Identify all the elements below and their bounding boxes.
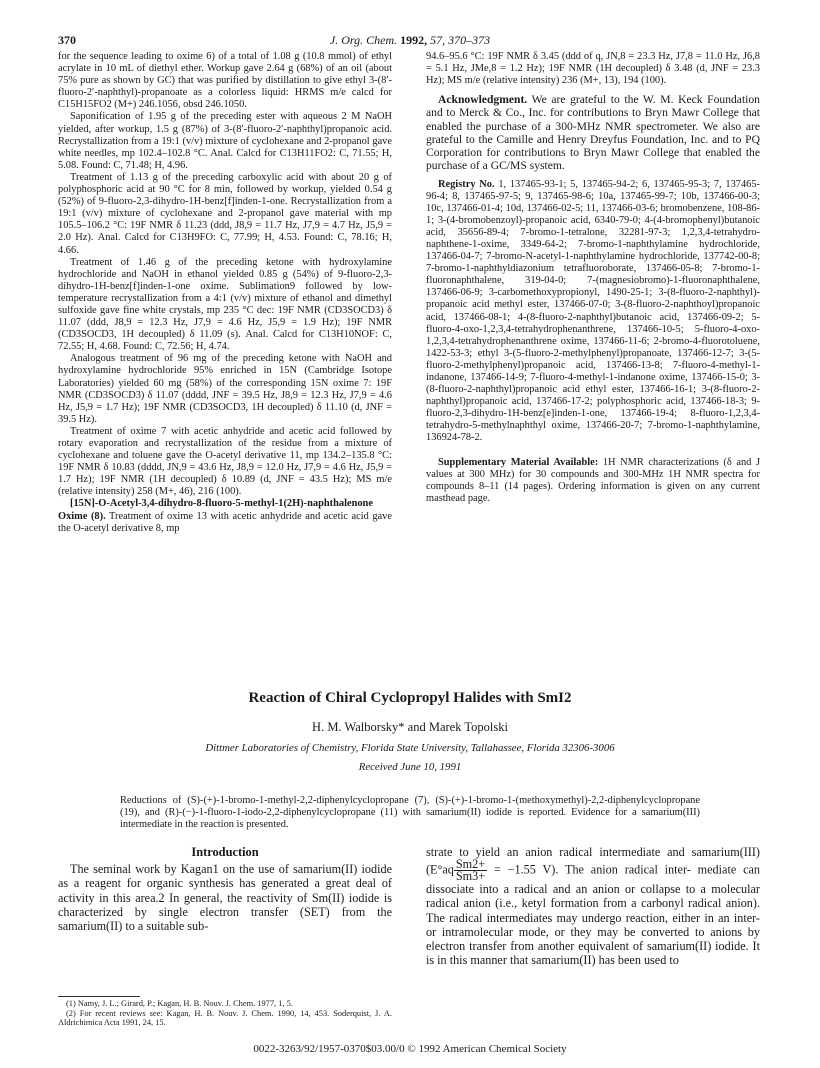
right-column bbox=[426, 51, 760, 651]
footnote: (1) Namy, J. L.; Girard, P.; Kagan, H. B. Nouv. J. Chem. 1977, 1, 5. bbox=[66, 999, 293, 1008]
abstract: Reductions of (S)-(+)-1-bromo-1-methyl-2,2-diphenylcyclopropane (7), (S)-(+)-1-bromo-1-(methoxymethyl)-2,2-diphenylcyclopropane (19), and (R)-(−)-1-fluoro-1-iodo-2,2-diphenylcyclopropane (11) with samarium(II) iodide is reported. Evidence for a samarium(III) intermediate in the reaction is presented. bbox=[120, 795, 700, 831]
acknowledgment-paragraph bbox=[426, 93, 760, 172]
registry-heading: Registry No. bbox=[438, 178, 495, 190]
introduction-right bbox=[426, 845, 760, 967]
paragraph bbox=[58, 498, 392, 534]
paragraph: Treatment of 1.46 g of the preceding ketone with hydroxylamine hydrochloride and NaOH in ethanol yielded 0.85 g (54%) of 9-fluoro-2,3-dihydro-1H-benz[f]inden-1-one oxime. Sublimation9 followed by low-temperature recrystallization from a 4:1 (v/v) mixture of ethanol and dimethyl sulfoxide gave fine white crystals, mp 235 °C dec: 19F NMR (CD3SOCD3) δ 11.07 (ddd, J8,9 = 12.3 Hz, J7,9 = 4.6 Hz, J5,9 = 1.9 Hz); 19F NMR (CD3SOCD3, 1H decoupled) δ 11.09 (s). Anal. Calcd for C13H10NOF: C, 72.55; H, 4.68. Found: C, 72.56; H, 4.74. bbox=[58, 256, 392, 353]
journal-name: J. Org. Chem. bbox=[329, 33, 398, 47]
left-column bbox=[58, 51, 392, 651]
journal-citation bbox=[58, 33, 762, 48]
article-title: Reaction of Chiral Cyclopropyl Halides with SmI2 bbox=[248, 690, 572, 706]
redox-fraction bbox=[454, 859, 487, 882]
page-number: 370 bbox=[58, 33, 76, 47]
paragraph: Treatment of oxime 7 with acetic anhydride and acetic acid followed by rotary evaporation and recrystallization of the residue from a mixture of cyclohexane and toluene gave the O-acetyl derivative 11, mp 134.2–135.8 °C: 19F NMR δ 10.83 (dddd, JN,9 = 43.6 Hz, J8,9 = 12.0 Hz, J7,9 = 4.6 Hz, J5,9 = 1.7 Hz); 19F NMR (1H decoupled) δ 10.89 (d, JNF = 43.5 Hz); MS m/e (relative intensity) 258 (M+, 46), 216 (100). bbox=[58, 425, 392, 498]
intro-text-part: mediate can dissociate into a radical and an anion or collapse to a molecular radical anion (i.e., ketyl formation from a carbonyl radical anion). The radical intermediates may undergo reaction, either in an inter- or intramolecular mode, or they may be converted to anions by electron transfer from another equivalent of samarium(II) iodide. It is in this manner that samarium(II) has been used to bbox=[426, 862, 760, 968]
supplementary-heading: Supplementary Material Available: bbox=[438, 456, 599, 468]
received-date: Received June 10, 1991 bbox=[358, 761, 462, 773]
article-affiliation: Dittmer Laboratories of Chemistry, Florida State University, Tallahassee, Florida 32306-3006 bbox=[205, 742, 615, 754]
footnote-rule bbox=[58, 996, 140, 997]
introduction-left bbox=[58, 845, 392, 933]
article-authors: H. M. Walborsky* and Marek Topolski bbox=[312, 720, 508, 734]
paragraph: Treatment of 1.13 g of the preceding carboxylic acid with about 20 g of polyphosphoric acid at 90 °C for 8 min, followed by workup, yielded 0.54 g (52%) of 9-fluoro-2,3-dihydro-1H-benz[f]inden-1-one. Recrystallization from a 19:1 (v/v) mixture of cyclohexane and 2-propanol gave material with mp 105.5–106.2 °C: 19F NMR δ 11.23 (ddd, J8,9 = 11.7 Hz, J7,9 = 4.7 Hz, J5,9 = 2.0 Hz). Anal. Calcd for C13H9FO: C, 77.99; H, 4.53. Found: C, 78.16; H, 4.66. bbox=[58, 171, 392, 256]
registry-paragraph bbox=[426, 179, 760, 445]
paragraph: for the sequence leading to oxime 6) of a total of 1.08 g (10.8 mmol) of ethyl acrylate in 10 mL of diethyl ether. Workup gave 2.64 g (68%) of an oil (about 75% pure as shown by GC) that was purified by distillation to give ethyl 3-(8′-fluoro-2′-naphthyl)-propanoate as a colorless liquid: HRMS m/e calcd for C15H15FO2 (M+) 246.1056, obsd 246.1050. bbox=[58, 51, 392, 111]
introduction-heading: Introduction bbox=[191, 845, 259, 859]
introduction-text: The seminal work by Kagan1 on the use of samarium(II) iodide as a reagent for organic synthesis has generated a great deal of activity in this area.2 In general, the reactivity of Sm(II) iodide is characterized by single electron transfer (SET) from the samarium(II) to a suitable sub- bbox=[58, 862, 392, 934]
acknowledgment-text: We are grateful to the W. M. Keck Foundation and to Merck & Co., Inc. for contributions to Bryn Mawr College that enabled the purchase of a 300-MHz NMR spectrometer. We also are grateful to the Camille and Henry Dreyfus Foundation, Inc. and to PQ Corporation for contributions to Bryn Mawr College that enabled the purchase of a GC/MS system. bbox=[426, 93, 760, 173]
running-header bbox=[58, 33, 762, 49]
registry-text: 1, 137465-93-1; 5, 137465-94-2; 6, 137465-95-3; 7, 137465-96-4; 8, 137465-97-5; 9, 137465-98-6; 10a, 137465-99-7; 10b, 137466-00-3; 10c, 137466-01-4; 10d, 137466-02-5; 11, 137466-03-6; bromobenzene, 108-86-1; 3-(4-bromobenzoyl)-propanoic acid, 6340-79-0; 4-(4-bromophenyl)butanoic acid, 35656-89-4; 7-bromo-1-tetralone, 32281-97-3; 1,2,3,4-tetrahydro-naphthene-1-oxime, 3349-64-2; 7-bromo-1-naphthylamine hydrochloride, 137466-04-7; 7-bromo-N-acetyl-1-naphthylamine hydrochloride, 137742-00-8; 7-bromo-1-naphthyldiazonium tetrafluoroborate, 137466-05-8; 7-bromo-1-fluoronaphthalene, 319-04-0; 7-(magnesiobromo)-1-fluoronaphthalene, 137466-06-9; 3-carbomethoxypropionyl, 1490-25-1; 3-(8-fluoro-2-naphthyl)-propanoic acid methyl ester, 137466-07-0; 3-(8-fluoro-2-naphthoyl)propanoic acid, 137466-08-1; 4-(8-fluoro-2-naphthyl)butanoic acid, 137466-09-2; 5-fluoro-4-oxo-1,2,3,4-tetrahydrophenanthrene, 137466-10-5; 5-fluoro-4-oxo-1,2,3,4-tetrahydrophenanthrene oxime, 137466-11-6; 2-bromo-4-fluorotoluene, 1422-53-3; ethyl 3-(5-fluoro-2-methylphenyl)propanoate, 137466-12-7; 3-(5-fluoro-2-methylphenyl)propanoic acid, 137466-13-8; 7-fluoro-4-methyl-1-indanone, 137466-14-9; 7-fluoro-4-methyl-1-indanone oxime, 137466-15-0; 3-(8-fluoro-2-naphthyl)propanoic acid ethyl ester, 137466-16-1; 3-(8-fluoro-2-naphthyl)propanoic acid, 137466-17-2; polyphosphoric acid, 137466-18-3; 9-fluoro-2,3-dihydro-1H-benz[e]inden-1-one, 137466-19-4; 8-fluoro-1,2,3,4-tetrahydro-5-methylnaphthyl oxime, 137466-20-7; 7-bromo-1-naphthylamine, 136924-78-2. bbox=[426, 178, 760, 444]
introduction-continued bbox=[426, 845, 760, 967]
paragraph: Saponification of 1.95 g of the preceding ester with aqueous 2 M NaOH yielded, after workup, 1.5 g (87%) of 3-(8′-fluoro-2′-naphthyl)propanoic acid. Recrystallization from a 19:1 (v/v) mixture of cyclohexane and 2-propanol gave white needles, mp 102.4–102.8 °C. Anal. Calcd for C13H11FO2: C, 71.55; H, 5.08. Found: C, 71.48; H, 4.96. bbox=[58, 111, 392, 171]
compound-heading: [15N]-O-Acetyl-3,4-dihydro-8-fluoro-5-methyl-1(2H)-naphthalenone Oxime (8). bbox=[58, 498, 373, 522]
supplementary-paragraph bbox=[426, 457, 760, 505]
paragraph: Analogous treatment of 96 mg of the preceding ketone with NaOH and hydroxylamine hydrochloride 95% enriched in 15N (Cambridge Isotope Laboratories) yielded 60 mg (58%) of the corresponding 15N oxime 7: 19F NMR (CD3SOCD3) δ 11.07 (dddd, JNF = 39.5 Hz, J8,9 = 12.3 Hz, J7,9 = 4.6 Hz, J5,9 = 1.7 Hz); 19F NMR (CD3SOCD3, 1H decoupled) δ 11.10 (d, JNF = 39.5 Hz). bbox=[58, 353, 392, 425]
journal-year: 1992, bbox=[400, 33, 428, 47]
journal-volume-pages: 57, 370–373 bbox=[430, 33, 491, 47]
copyright-footer: 0022-3263/92/1957-0370$03.00/0 © 1992 American Chemical Society bbox=[253, 1043, 567, 1055]
intro-text-part: = −1.55 V). The anion radical inter- bbox=[487, 862, 691, 877]
supplementary-text: 1H NMR characterizations (δ and J values at 300 MHz) for 30 compounds and 300-MHz 1H NMR spectra for compounds 8–11 (14 pages). Ordering information is given on any current masthead page. bbox=[426, 456, 760, 504]
acknowledgment-heading: Acknowledgment. bbox=[438, 93, 528, 107]
fraction-numerator: Sm2+ bbox=[455, 857, 486, 872]
footnotes bbox=[58, 999, 392, 1028]
paragraph-text: Treatment of oxime 13 with acetic anhydride and acetic acid gave the O-acetyl derivative 8, mp bbox=[58, 510, 392, 534]
intro-text-part: strate to yield an anion radical intermediate and samarium(III) (E°aq bbox=[426, 845, 760, 877]
footnote: (2) For recent reviews see: Kagan, H. B. Nouv. J. Chem. 1990, 14, 453. Soderquist, J. A. Aldrichimica Acta 1991, 24, 15. bbox=[58, 1008, 392, 1028]
fraction-denominator: Sm3+ bbox=[455, 869, 486, 884]
paragraph: 94.6–95.6 °C: 19F NMR δ 3.45 (ddd of q, JN,8 = 23.3 Hz, J7,8 = 11.0 Hz, J6,8 = 5.1 Hz, JMe,8 = 1.2 Hz); 19F NMR (1H decoupled) δ 3.48 (d, JNF = 23.3 Hz); MS m/e (relative intensity) 236 (M+, 13), 194 (100). bbox=[426, 51, 760, 87]
